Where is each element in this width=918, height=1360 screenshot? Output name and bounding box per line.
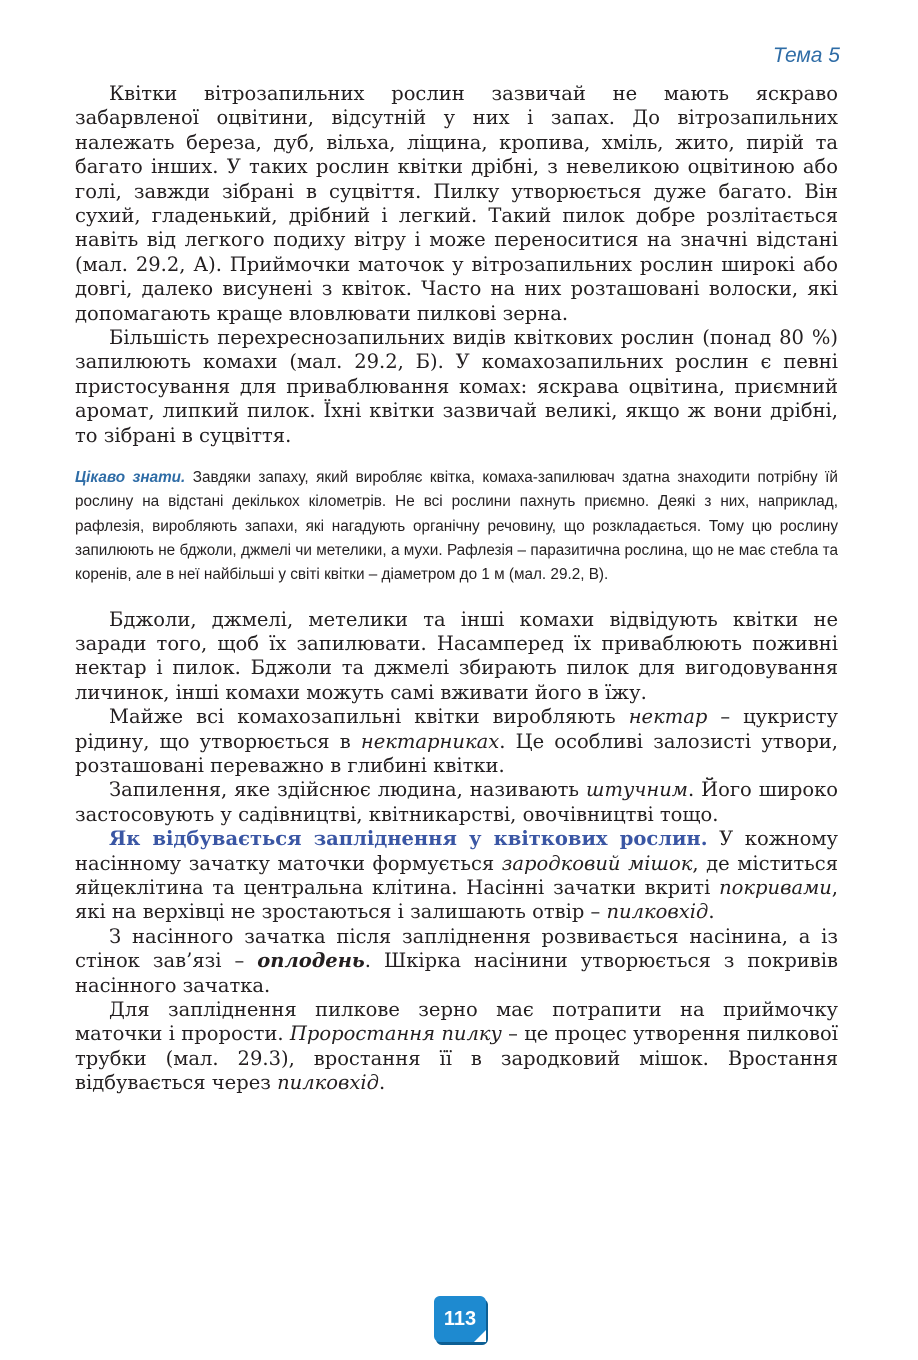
term-micropyle: пилковхід <box>277 1071 379 1095</box>
note-text: Завдяки запаху, який виробляє квітка, комаха-запилювач здатна знаходити потрібну їй рослину на відстані декількох кілометрів. Не всі рослини пахнуть приємно. Деякі з них, наприклад, рафлезія, виробляють запахи, які нагадують органічну речовину, що розкладається. Тому цю рослину запилюють не бджоли, джмелі чи метелики, а мухи. Рафлезія – паразитична рослина, що не має стебла та коренів, але в неї найбільші у світі квітки – діаметром до 1 м (мал. 29.2, В). <box>75 469 838 584</box>
paragraph-artificial-pollination <box>75 778 838 827</box>
paragraph-insect-pollination: Більшість перехреснозапильних видів квіткових рослин (понад 80 %) запилюють комахи (мал. 29.2, Б). У комахозапильних рослин є певні пристосування для приваблювання комах: яскрава оцвітина, приємний аромат, липкий пилок. Їхні квітки зазвичай великі, якщо ж вони дрібні, то зібрані в суцвіття. <box>75 326 838 447</box>
term-pericarp: оплодень <box>257 949 365 973</box>
text-span: Майже всі комахозапильні квітки виробляють <box>109 705 629 729</box>
text-span: Запилення, яке здійснює людина, називають <box>109 778 586 802</box>
text-span: У кожному насінному зачатку маточки формується <box>75 827 839 875</box>
text-span: . <box>378 1071 386 1095</box>
text-span: , де міститься яйцеклітина та центральна клітина. Насінні зачатки вкриті <box>75 851 838 900</box>
text-span: Для запліднення пилкове зерно має потрапити на приймочку маточки і прорости. <box>75 998 838 1046</box>
term-pollen-germination: Проростання пилку <box>289 1022 502 1046</box>
paragraph-nectar <box>75 705 838 778</box>
paragraph-fertilization <box>75 827 838 925</box>
text-span: . Його широко застосовують у садівництві, квітникарстві, овочівництві тощо. <box>75 778 838 826</box>
text-span: . Це особливі залозисті утвори, розташовані переважно в глибині квітки. <box>75 729 838 778</box>
section-heading: Як відбувається запліднення у квіткових рослин. <box>109 827 708 851</box>
text-span: . <box>708 900 715 924</box>
term-nectar: нектар <box>628 705 708 729</box>
term-artificial: штучним <box>585 778 688 802</box>
page-number-badge: 113 <box>434 1296 486 1342</box>
topic-header: Тема 5 <box>772 44 840 67</box>
term-micropyle: пилковхід <box>606 900 709 924</box>
note-label: Цікаво знати. <box>75 469 186 487</box>
paragraph-bees: Бджоли, джмелі, метелики та інші комахи відвідують квітки не заради того, щоб їх запилювати. Насамперед їх приваблюють поживні нектар і пилок. Бджоли та джмелі збирають пилок для вигодовування личинок, інші комахи можуть самі вживати його в їжу. <box>75 607 838 704</box>
text-span: , які на верхівці не зростаються і залишають отвір – <box>75 876 838 924</box>
term-integuments: покривами <box>719 876 832 900</box>
interesting-fact-note <box>75 466 838 587</box>
paragraph-wind-pollination: Квітки вітрозапильних рослин зазвичай не мають яскраво забарвленої оцвітини, відсутній у них і запах. До вітрозапильних належать береза, дуб, вільха, ліщина, кропива, хміль, жито, пирій та багато інших. У таких рослин квітки дрібні, з невеликою оцвітиною або голі, завжди зібрані в суцвіття. Пилку утворюється дуже багато. Він сухий, гладенький, дрібний і легкий. Такий пилок добре розлітається навіть від легкого подиху вітру і може переноситися на значні відстані (мал. 29.2, А). Приймочки маточок у вітрозапильних рослин широкі або довгі, далеко висунені з квіток. Часто на них розташовані волоски, які допомагають краще вловлювати пилкові зерна. <box>75 82 838 325</box>
text-span: – це процес утворення пилкової трубки (мал. 29.3), вростання її в зародковий мішок. Вростання відбувається через <box>75 1022 839 1095</box>
term-nectaries: нектарниках <box>360 729 500 753</box>
paragraph-pollen-growth <box>75 998 838 1096</box>
text-span: – цукристу рідину, що утворюється в <box>75 705 838 753</box>
text-span: . Шкірка насінини утворюється з покривів насінного зачатка. <box>75 949 838 997</box>
paragraph-seed <box>75 925 838 998</box>
page-content <box>75 82 838 1096</box>
term-embryo-sac: зародковий мішок <box>501 851 693 875</box>
text-span: З насінного зачатка після запліднення розвивається насінина, а із стінок зав’язі – <box>75 924 838 973</box>
